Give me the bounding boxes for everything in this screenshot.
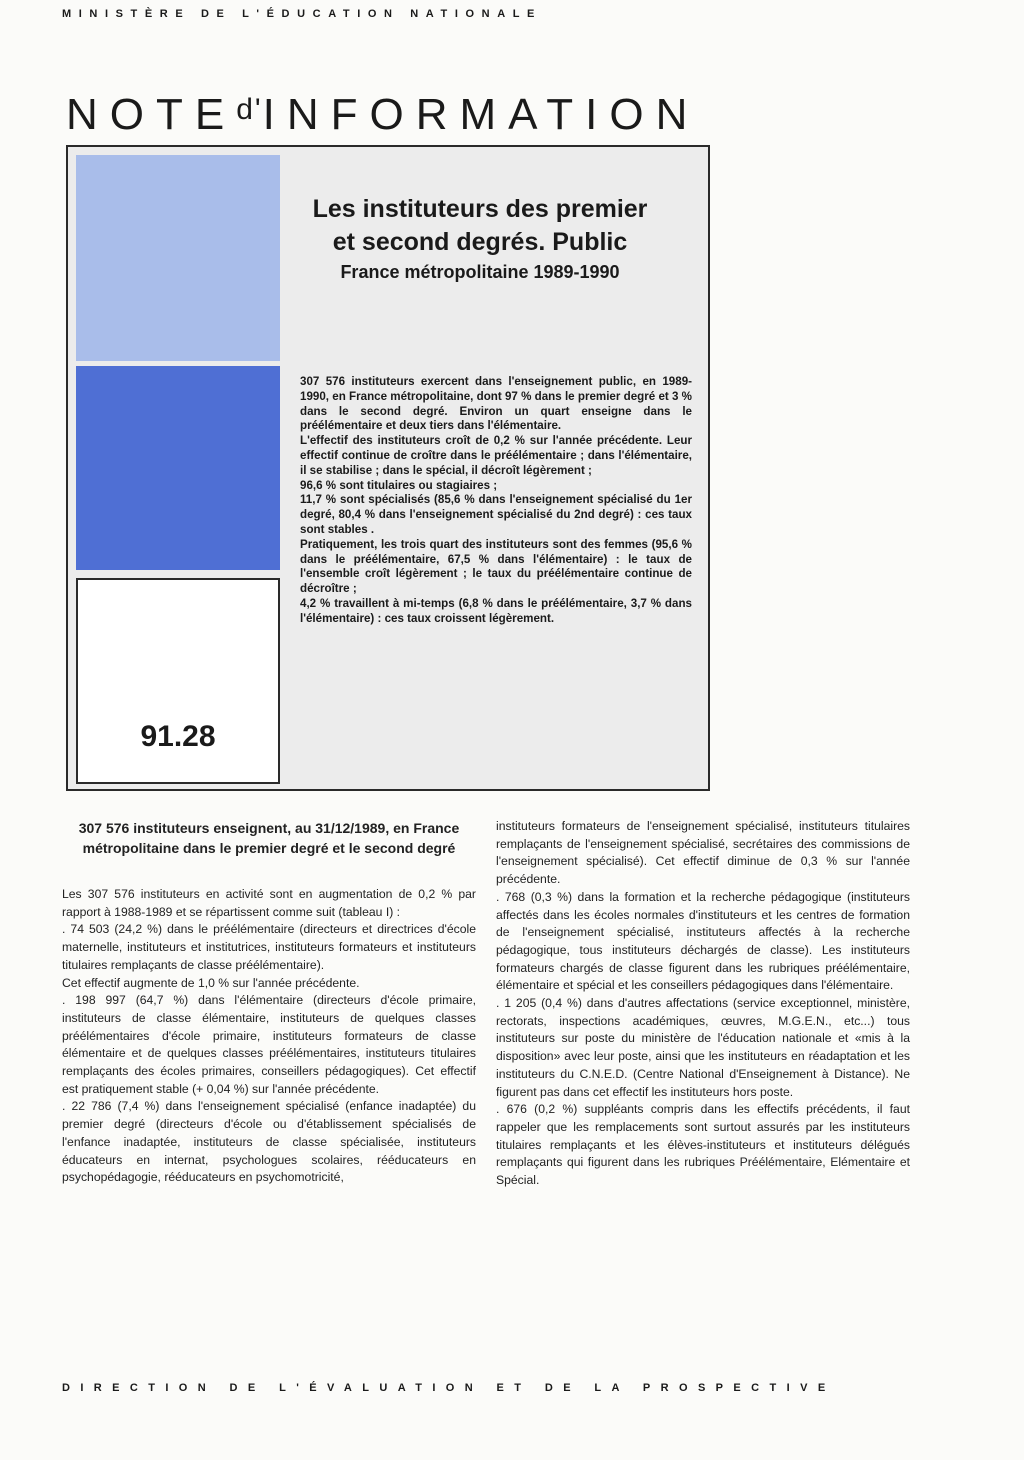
note-number-box (76, 578, 280, 784)
body-paragraph: . 198 997 (64,7 %) dans l'élémentaire (directeurs d'école primaire, instituteurs de classe élémentaire, instituteurs de quelques classes préélémentaires d'école primaire, instituteurs formateurs de classe élémentaire et de quelques classes préélémentaires, instituteurs titulaires remplaçants des écoles primaires, conseillers pédagogiques). Cet effectif est pratiquement stable (+ 0,04 %) sur l'année précédente. (62, 993, 476, 1096)
body-paragraph: . 22 786 (7,4 %) dans l'enseignement spécialisé (enfance inadaptée) du premier degré (directeurs d'école ou d'établissement spécialisés de l'enfance inadaptée, instituteurs de classe spécialisée, instituteurs éducateurs en internat, psychologues scolaires, rééducateurs en psychopédagogie, rééducateurs en psychomotricité, (62, 1099, 476, 1185)
title-block (300, 193, 660, 285)
summary-paragraph: 96,6 % sont titulaires ou stagiaires ; (300, 478, 498, 492)
masthead-note: NOTE (66, 90, 237, 139)
title-line-1: Les instituteurs des premier (312, 195, 648, 223)
note-number: 91.28 (140, 720, 216, 753)
subtitle: France métropolitaine 1989-1990 (340, 262, 620, 282)
left-column (62, 818, 476, 1187)
summary-paragraph: Pratiquement, les trois quart des instituteurs sont des femmes (95,6 % dans le préélémentaire, 67,5 % dans l'élémentaire) : le taux de l'ensemble croît légèrement ; le taux du préélémentaire continue de décroître ; (300, 537, 692, 596)
summary (300, 375, 692, 627)
body-paragraph: . 1 205 (0,4 %) dans d'autres affectations (service exceptionnel, ministère, rectorats, inspections académiques, œuvres, M.G.E.N., etc...) tous instituteurs sur poste du ministère de l'éducation nationale et «mis à la disposition» avec leur poste, ainsi que les instituteurs en réadaptation et les instituteurs du C.N.E.D. (Centre National d'Enseignement à Distance). Ne figurent pas dans cet effectif les instituteurs hors poste. (496, 996, 910, 1099)
summary-paragraph: L'effectif des instituteurs croît de 0,2 % sur l'année précédente. Leur effectif continue de croître dans le préélémentaire ; dans l'élémentaire, il se stabilise ; dans le spécial, il décroît légèrement ; (300, 434, 692, 477)
light-blue-block (76, 155, 280, 361)
summary-paragraph: 307 576 instituteurs exercent dans l'enseignement public, en 1989-1990, en France métropolitaine, dont 97 % dans le premier degré et 3 % dans le second degré. Environ un quart enseigne dans le préélémentaire et deux tiers dans l'élémentaire. (300, 375, 692, 433)
section-heading: 307 576 instituteurs enseignent, au 31/12/1989, en France métropolitaine dans le premier degré et le second degré (78, 820, 460, 856)
body-paragraph: Cet effectif augmente de 1,0 % sur l'année précédente. (62, 975, 360, 990)
cover-box (66, 145, 710, 791)
blue-block (76, 366, 280, 570)
title-line-2: et second degrés. Public (332, 228, 628, 256)
summary-paragraph: 11,7 % sont spécialisés (85,6 % dans l'enseignement spécialisé du 1er degré, 80,4 % dans l'enseignement spécialisé du 2nd degré) : ces taux sont stables . (300, 493, 692, 536)
right-column (496, 818, 910, 1190)
summary-paragraph: 4,2 % travaillent à mi-temps (6,8 % dans le préélémentaire, 3,7 % dans l'élémentaire) : ces taux croissent légèrement. (300, 596, 692, 625)
body-paragraph: . 676 (0,2 %) suppléants compris dans les effectifs précédents, il faut rappeler que les remplacements sont surtout assurés par les instituteurs titulaires remplaçants et les élèves-instituteurs et instituteurs délégués remplaçants qui figurent dans les rubriques Préélémentaire, Elémentaire et Spécial. (496, 1102, 910, 1188)
masthead-sup: d' (236, 93, 263, 126)
body-paragraph: instituteurs formateurs de l'enseignement spécialisé, instituteurs titulaires remplaçants de l'enseignement spécialisé, secrétaires des commissions de l'enseignement spécialisé). Cet effectif diminue de 0,3 % sur l'année précédente. (496, 819, 910, 887)
masthead-information: INFORMATION (262, 90, 700, 139)
footer-direction: DIRECTION DE L'ÉVALUATION ET DE LA PROSPECTIVE (62, 1382, 836, 1394)
body-paragraph: Les 307 576 instituteurs en activité sont en augmentation de 0,2 % par rapport à 1988-1989 et se répartissent comme suit (tableau I) : (62, 887, 476, 919)
body-paragraph: . 74 503 (24,2 %) dans le préélémentaire (directeurs et directrices d'école maternelle, instituteurs et institutrices, instituteurs formateurs et instituteurs titulaires remplaçants de classe préélémentaire). (62, 922, 476, 972)
body-paragraph: . 768 (0,3 %) dans la formation et la recherche pédagogique (instituteurs affectés dans les écoles normales d'instituteurs et les centres de formation de l'enseignement spécialisé, instituteurs affectés à la recherche pédagogique, tous instituteurs déchargés de classe). Les instituteurs formateurs chargés de classe figurent dans les rubriques préélémentaire, élémentaire et spécial et les conseillers pédagogiques dans l'élémentaire. (496, 889, 910, 993)
masthead-title (66, 90, 726, 140)
ministry-header: MINISTÈRE DE L'ÉDUCATION NATIONALE (62, 8, 542, 20)
